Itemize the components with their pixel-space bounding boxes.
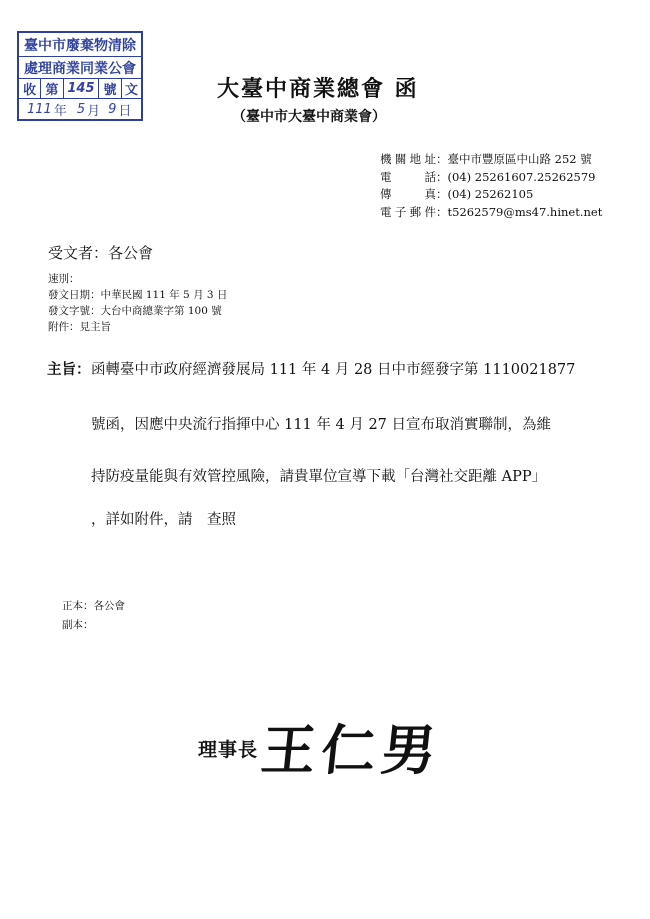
copies-block — [62, 597, 125, 635]
contact-phone-label: 電話 — [380, 169, 436, 184]
contact-fax-label: 傳真 — [380, 187, 436, 201]
contact-address-value: ：臺中市豐原區中山路 252 號 — [436, 152, 592, 166]
contact-email — [380, 204, 602, 222]
contact-block — [380, 151, 602, 221]
stamp-number-suffix: 號 — [99, 79, 121, 98]
subject-label: 主旨： — [47, 361, 91, 378]
meta-date: 發文日期：中華民國 111 年 5 月 3 日 — [48, 289, 228, 301]
stamp-date-day: 9 — [108, 101, 117, 117]
stamp-date-year: 111 — [27, 101, 52, 117]
stamp-number-prefix: 第 — [41, 79, 63, 98]
document-title: 大臺中商業總會 函 — [217, 76, 419, 102]
stamp-receipt-label: 收 — [19, 79, 41, 98]
stamp-org-line-2: 處理商業同業公會 — [19, 57, 141, 79]
meta-speed: 速別： — [48, 273, 80, 285]
stamp-org-line-1: 臺中市廢棄物清除 — [19, 33, 141, 57]
contact-email-value: ：t5262579@ms47.hinet.net — [436, 204, 603, 219]
contact-email-label: 電子郵件 — [380, 204, 436, 219]
meta-attachment: 附件：見主旨 — [48, 321, 111, 333]
stamp-day-unit: 日 — [118, 103, 132, 119]
contact-address-label: 機關地址 — [380, 152, 436, 166]
subject-line-1: 函轉臺中市政府經濟發展局 111 年 4 月 28 日中市經發字第 1110021877 — [91, 362, 576, 378]
stamp-receipt-row — [19, 79, 141, 99]
contact-fax — [380, 186, 602, 204]
recipient-line: 受文者：各公會 — [48, 244, 154, 262]
subject-line-3: 持防疫量能與有效管控風險，請貴單位宣導下載「台灣社交距離 APP」 — [91, 469, 547, 485]
stamp-date-row — [19, 99, 141, 119]
contact-phone-value: ：(04) 25261607.25262579 — [436, 169, 596, 184]
signature-title: 理事長 — [198, 739, 259, 761]
copy-main: 正本：各公會 — [62, 600, 125, 612]
stamp-month-unit: 月 — [87, 103, 101, 119]
stamp-document-label: 文 — [124, 83, 138, 98]
subject-line-4: ，詳如附件，請 查照 — [91, 512, 236, 528]
copy-cc: 副本： — [62, 619, 94, 631]
document-meta — [48, 271, 227, 335]
stamp-year-unit: 年 — [53, 103, 67, 119]
meta-number: 發文字號：大台中商總業字第 100 號 — [48, 305, 222, 317]
receipt-stamp — [17, 31, 143, 121]
signature-name: 王仁男 — [258, 719, 445, 782]
contact-address — [380, 151, 602, 169]
document-subtitle: （臺中市大臺中商業會） — [232, 109, 386, 125]
contact-phone — [380, 169, 602, 187]
contact-fax-value: ：(04) 25262105 — [436, 187, 534, 201]
stamp-date-month: 5 — [76, 101, 86, 117]
stamp-receipt-number: 145 — [64, 79, 100, 98]
subject-line-2: 號函，因應中央流行指揮中心 111 年 4 月 27 日宣布取消實聯制，為維 — [91, 417, 552, 433]
